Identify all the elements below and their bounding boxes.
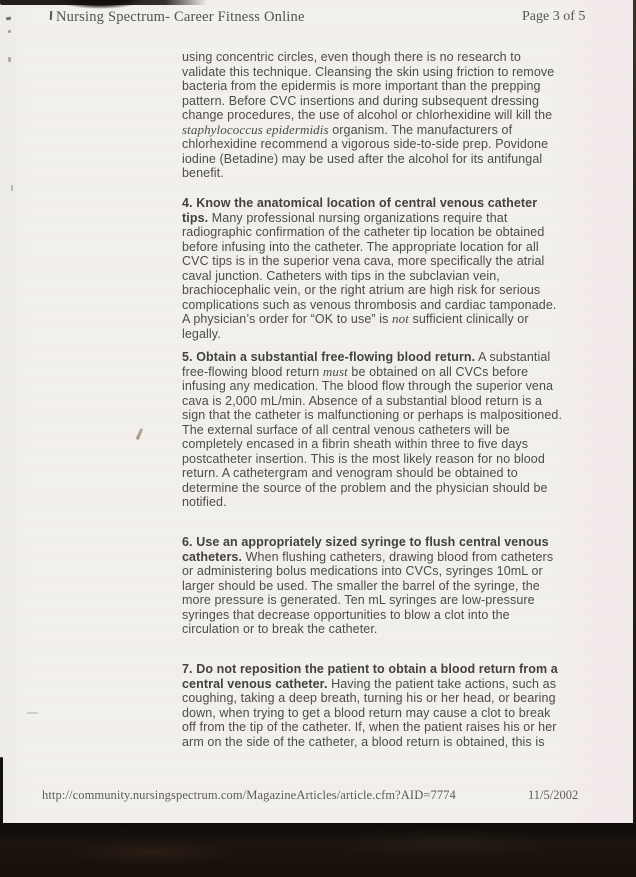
scan-speck: [8, 57, 11, 62]
footer-source-url: http://community.nursingspectrum.com/MagazineArticles/article.cfm?AID=7774: [42, 788, 456, 802]
text-run: not: [392, 311, 409, 326]
scan-speck: [50, 11, 52, 20]
text-run: Having the patient take actions, such as coughing, taking a deep breath, turning his or her head, or bearing down, when trying to get a blood return may cause a clot to break off from the tip of the catheter. If, when the patient raises his or her arm on the side of the catheter, a blood return is obtained, this is: [182, 676, 557, 749]
scan-artifact-left-edge: [0, 757, 3, 825]
text-run: 6. Use an appropriately sized syringe to flush central venous catheters.: [182, 535, 549, 564]
scan-artifact-top-streak-bulge: [58, 0, 142, 9]
paragraph-tip-4-anatomical-location: [182, 196, 565, 341]
scan-speck: [136, 428, 144, 440]
paragraph-tip-6-syringe-size: [182, 535, 565, 637]
scan-artifact-bottom-band: [0, 823, 636, 877]
scan-speck: [6, 17, 11, 21]
scan-speck: [11, 185, 13, 191]
document-header-title: Nursing Spectrum- Career Fitness Online: [56, 9, 305, 25]
text-run: using concentric circles, even though there is no research to validate this technique. Cleansing the skin using friction to remove bacteria from the epidermis is more important than the prepping pattern. Before CVC insertions and during subsequent dressing change procedures, the use of alcohol or chlorhexidine will kill the: [182, 50, 555, 122]
text-run: 5. Obtain a substantial free-flowing blood return.: [182, 350, 476, 364]
text-run: be obtained on all CVCs before infusing any medication. The blood flow through the superior vena cava is 2,000 mL/min. Absence of a substantial blood return is a sign that the catheter is malfunctioning or perhaps is malpositioned. The external surface of all central venous catheters will be completely encased in a fibrin sheath within three to five days postcatheter insertion. This is the most likely reason for no blood return. A cathetergram and venogram should be obtained to determine the source of the problem and the physician should be notified.: [182, 364, 563, 509]
text-run: sufficient clinically or legally.: [182, 312, 529, 341]
footer-print-date: 11/5/2002: [528, 788, 579, 802]
paragraph-cvc-prep: [182, 50, 565, 181]
text-run: must: [322, 363, 348, 379]
text-run: 4. Know the anatomical location of central venous catheter tips.: [182, 196, 538, 225]
scan-speck: [27, 712, 38, 714]
text-run: A substantial free-flowing blood return: [182, 350, 551, 379]
text-run: organism. The manufacturers of chlorhexidine recommend a vigorous side-to-side prep. Povidone iodine (Betadine) may be used after the alcohol for its antifungal benefit.: [182, 122, 549, 180]
scan-speck: [8, 30, 11, 33]
text-run: When flushing catheters, drawing blood from catheters or administering bolus medications into CVCs, syringes 10mL or larger should be used. The smaller the barrel of the syringe, the more pressure is generated. Ten mL syringes are low-pressure syringes that decrease opportunities to blow a clot into the circulation or to break the catheter.: [182, 549, 554, 636]
paragraph-tip-5-blood-return: [182, 350, 565, 510]
paragraph-tip-7-repositioning: [182, 662, 565, 749]
text-run: Many professional nursing organizations require that radiographic confirmation of the catheter tip location be obtained before infusing into the catheter. The appropriate location for all CVC tips is in the superior vena cava, more specifically the atrial caval junction. Catheters with tips in the subclavian vein, brachiocephalic vein, or the right atrium are high risk for serious complications such as venous thrombosis and cardiac tamponade. A physician’s order for “OK to use” is: [182, 210, 557, 326]
text-run: staphylococcus epidermidis: [182, 121, 329, 137]
text-run: 7. Do not reposition the patient to obtain a blood return from a central venous catheter.: [182, 662, 558, 691]
page-number-indicator: Page 3 of 5: [522, 9, 586, 24]
